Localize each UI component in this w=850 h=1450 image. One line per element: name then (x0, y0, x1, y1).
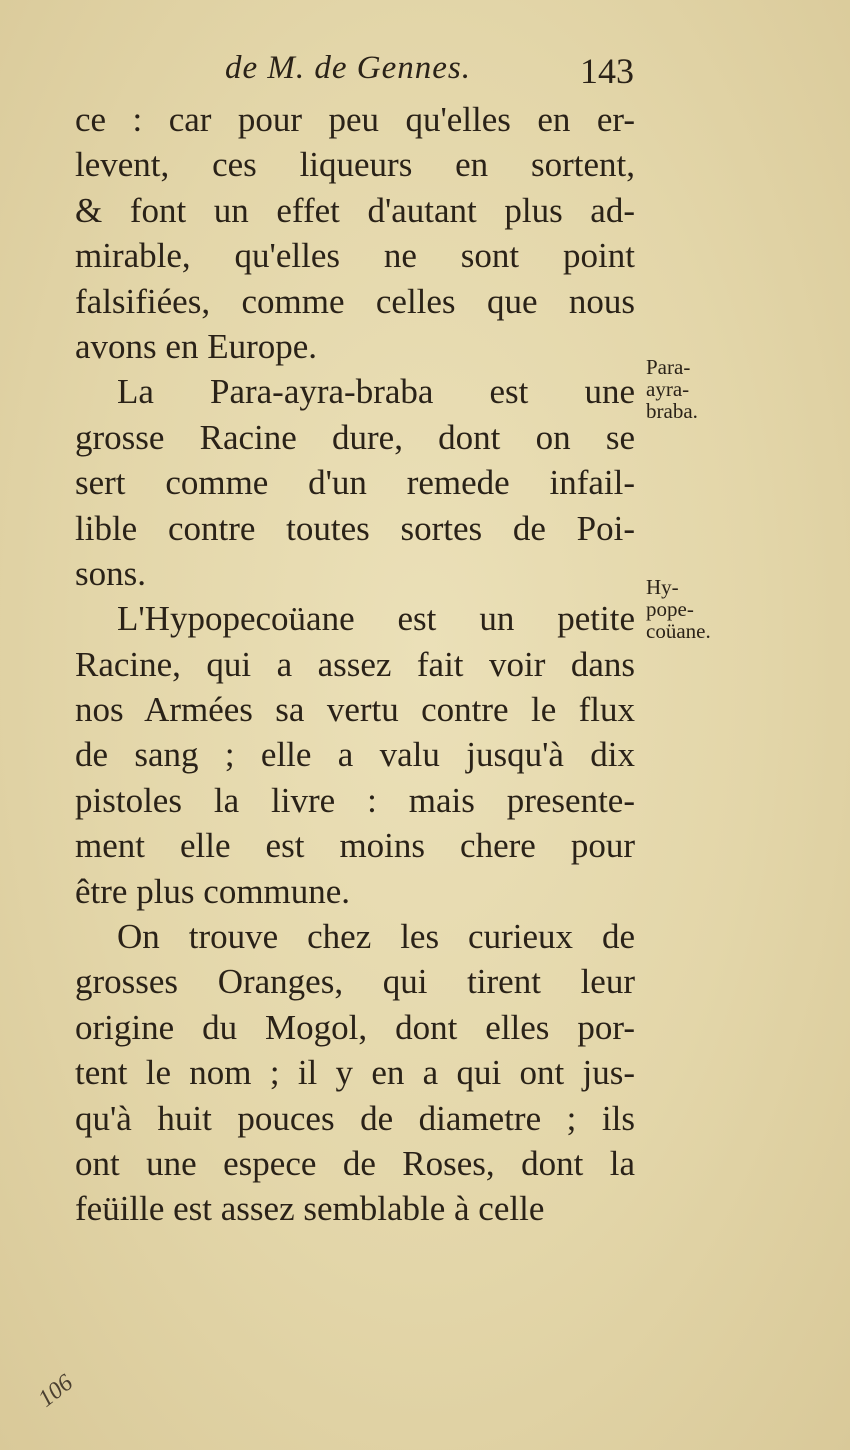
text-line: La Para-ayra-braba est une (117, 372, 635, 412)
text-line: être plus commune. (75, 871, 351, 911)
text-line: ont une espece de Roses, dont la (75, 1143, 635, 1183)
text-line: tent le nom ; il y en a qui ont jus- (75, 1053, 635, 1093)
margin-note-line: pope- (646, 597, 694, 621)
text-line: nos Armées sa vertu contre le flux (75, 690, 635, 730)
paragraph (75, 97, 635, 369)
text-line: levent, ces liqueurs en sortent, (75, 145, 635, 185)
text-line: sert comme d'un remede infail- (75, 463, 635, 503)
paragraph (75, 914, 635, 1232)
margin-note-line: coüane. (646, 619, 711, 643)
text-line: de sang ; elle a valu jusqu'à dix (75, 735, 635, 775)
margin-note-para-ayra-braba (646, 356, 698, 422)
margin-note-line: Hy- (646, 575, 679, 599)
text-line: avons en Europe. (75, 326, 318, 366)
handwritten-annotation: 106 (33, 1369, 78, 1413)
margin-note-line: Para- (646, 355, 691, 379)
text-line: pistoles la livre : mais presente- (75, 780, 635, 820)
text-line: grosses Oranges, qui tirent leur (75, 962, 635, 1002)
text-line: mirable, qu'elles ne sont point (75, 236, 635, 276)
text-line: sons. (75, 553, 146, 593)
text-line: grosse Racine dure, dont on se (75, 417, 635, 457)
text-line: falsifiées, comme celles que nous (75, 281, 635, 321)
margin-note-line: braba. (646, 399, 698, 423)
margin-note-hypopecouane (646, 576, 711, 642)
text-line: lible contre toutes sortes de Poi- (75, 508, 635, 548)
page-number: 143 (580, 51, 634, 91)
margin-note-line: ayra- (646, 377, 690, 401)
paragraph (75, 369, 635, 596)
text-line: ce : car pour peu qu'elles en er- (75, 100, 635, 139)
running-head: de M. de Gennes. (225, 50, 472, 86)
text-line: L'Hypopecoüane est un petite (117, 599, 635, 639)
paragraph (75, 596, 635, 914)
text-line: On trouve chez les curieux de (117, 917, 635, 957)
text-line: & font un effet d'autant plus ad- (75, 190, 635, 230)
text-line: origine du Mogol, dont elles por- (75, 1007, 635, 1047)
body-text (75, 97, 635, 1232)
text-line: qu'à huit pouces de diametre ; ils (75, 1098, 635, 1138)
text-line: ment elle est moins chere pour (75, 826, 635, 866)
text-line: Racine, qui a assez fait voir dans (75, 644, 635, 684)
text-line: feüille est assez semblable à celle (75, 1189, 545, 1229)
